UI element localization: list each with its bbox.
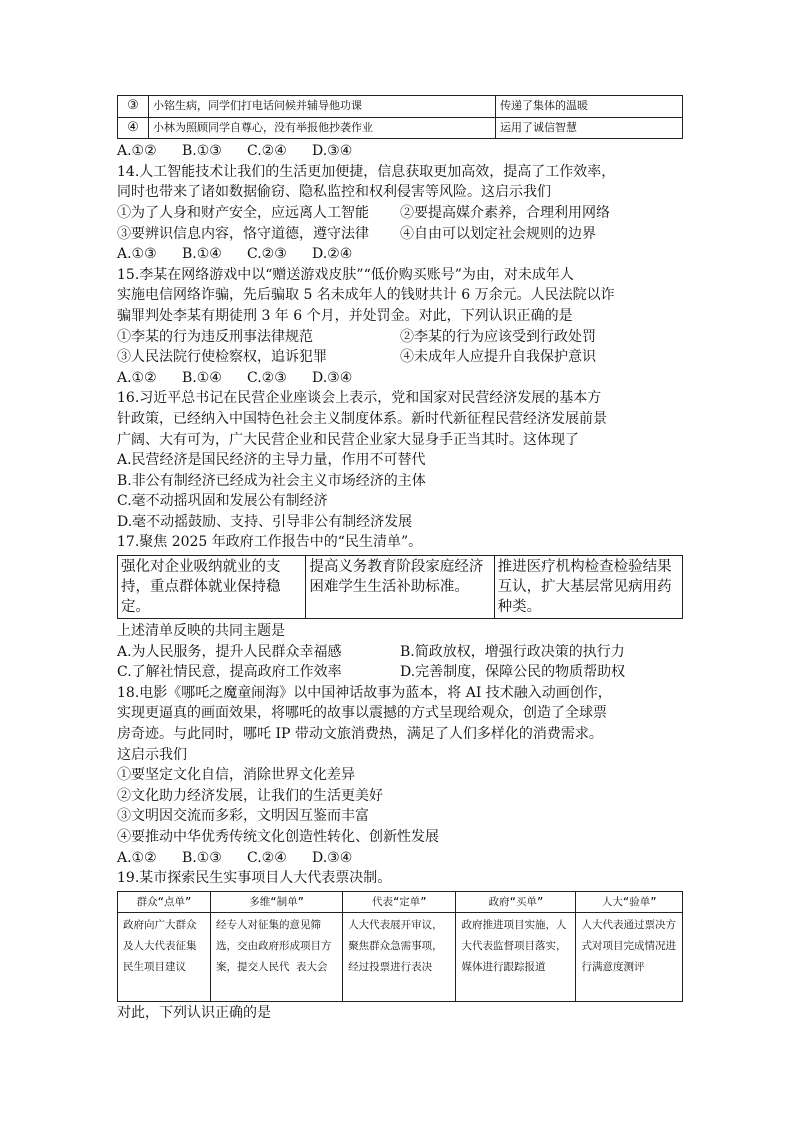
q14-options bbox=[117, 244, 687, 265]
q14-stem-line: 同时也带来了诸如数据偷窃、隐私监控和权利侵害等风险。这启示我们 bbox=[117, 184, 551, 201]
table-header: 政府“买单” bbox=[456, 891, 576, 913]
q18-stem-line: 这启示我们 bbox=[117, 746, 187, 763]
choice: B.简政放权，增强行政决策的执行力 bbox=[400, 643, 625, 660]
row-number: ③ bbox=[118, 96, 149, 118]
table-header-row bbox=[118, 891, 683, 913]
row-event: 小铭生病，同学们打电话问候并辅导他功课 bbox=[149, 96, 496, 118]
q14-items bbox=[117, 203, 687, 224]
table-header: 人大“验单” bbox=[576, 891, 683, 913]
q16-choice: B.非公有制经济已经成为社会主义市场经济的主体 bbox=[117, 472, 426, 489]
q17-choices bbox=[117, 642, 687, 663]
choice: D.完善制度，保障公民的物质帮助权 bbox=[400, 664, 626, 681]
q18-stem-line: 实现更逼真的画面效果，将哪吒的故事以震撼的方式呈现给观众，创造了全球票 bbox=[117, 705, 607, 722]
q16-choice: C.毫不动摇巩固和发展公有制经济 bbox=[117, 493, 328, 510]
choice: C.了解社情民意，提高政府工作效率 bbox=[117, 664, 342, 681]
option: C.②③ bbox=[247, 246, 287, 263]
q13-options bbox=[117, 141, 687, 162]
table-cell: 政府向广大群众及人大代表征集民生项目建议 bbox=[118, 913, 211, 1002]
option: B.①③ bbox=[182, 143, 222, 160]
option: B.①④ bbox=[182, 369, 222, 386]
table-row bbox=[118, 117, 683, 139]
table-cell: 经专人对征集的意见筛选，交由政府形成项目方案，提交人民代 表大会 bbox=[211, 913, 343, 1002]
option: B.①④ bbox=[182, 246, 222, 263]
item: ①为了人身和财产安全，应远离人工智能 bbox=[117, 204, 369, 221]
item: ②李某的行为应该受到行政处罚 bbox=[400, 328, 596, 345]
option: D.③④ bbox=[312, 143, 353, 160]
q19-table bbox=[117, 891, 683, 1003]
option: D.③④ bbox=[312, 369, 353, 386]
q15-items bbox=[117, 327, 687, 348]
option: C.②④ bbox=[247, 143, 287, 160]
option: B.①③ bbox=[182, 849, 222, 866]
q14-stem-line: 14.人工智能技术让我们的生活更加便捷，信息获取更加高效，提高了工作效率， bbox=[117, 163, 616, 180]
row-number: ④ bbox=[118, 117, 149, 139]
q18-item: ④要推动中华优秀传统文化创造性转化、创新性发展 bbox=[117, 829, 439, 845]
option: A.①② bbox=[117, 849, 157, 866]
option: A.①② bbox=[117, 369, 157, 386]
row-event: 小林为照顾同学自尊心，没有举报他抄袭作业 bbox=[149, 117, 496, 139]
option: C.②④ bbox=[247, 849, 287, 866]
table-row bbox=[118, 556, 683, 619]
q18-options bbox=[117, 848, 687, 869]
item: ③人民法院行使检察权，追诉犯罪 bbox=[117, 349, 327, 366]
q15-stem-line: 实施电信网络诈骗，先后骗取 5 名未成年人的钱财共计 6 万余元。人民法院以诈 bbox=[117, 287, 615, 304]
option: A.①② bbox=[117, 143, 157, 160]
q18-item: ③文明因交流而多彩，文明因互鉴而丰富 bbox=[117, 808, 369, 825]
q16-stem-line: 针政策，已经纳入中国特色社会主义制度体系。新时代新征程民营经济发展前景 bbox=[117, 410, 607, 427]
table-header: 群众“点单” bbox=[118, 891, 211, 913]
q17-question: 上述清单反映的共同主题是 bbox=[117, 623, 285, 640]
item: ④自由可以划定社会规则的边界 bbox=[400, 225, 596, 242]
q16-choice: D.毫不动摇鼓励、支持、引导非公有制经济发展 bbox=[117, 513, 413, 530]
q18-stem-line: 房奇迹。与此同时，哪吒 IP 带动文旅消费热，满足了人们多样化的消费需求。 bbox=[117, 726, 603, 743]
option: D.③④ bbox=[312, 849, 353, 866]
q14-items bbox=[117, 224, 687, 245]
table-cell: 政府推进项目实施，人大代表监督项目落实，媒体进行跟踪报道 bbox=[456, 913, 576, 1002]
q18-stem-line: 18.电影《哪吒之魔童闹海》以中国神话故事为蓝本，将 AI 技术融入动画创作， bbox=[117, 684, 612, 701]
q15-stem-line: 骗罪判处李某有期徒刑 3 年 6 个月，并处罚金。对此，下列认识正确的是 bbox=[117, 307, 573, 324]
item: ②要提高媒介素养，合理利用网络 bbox=[400, 204, 610, 221]
q17-table bbox=[117, 555, 683, 619]
q17-stem: 17.聚焦 2025 年政府工作报告中的“民生清单”。 bbox=[117, 534, 423, 551]
q13-table bbox=[117, 95, 683, 139]
q18-item: ②文化助力经济发展，让我们的生活更美好 bbox=[117, 787, 383, 804]
item: ④未成年人应提升自我保护意识 bbox=[400, 349, 596, 366]
table-header: 代表“定单” bbox=[343, 891, 456, 913]
table-cell: 提高义务教育阶段家庭经济困难学生生活补助标准。 bbox=[306, 556, 494, 619]
table-cell: 人大代表展开审议，聚焦群众急需事项，经过投票进行表决 bbox=[343, 913, 456, 1002]
exam-content bbox=[117, 95, 687, 1024]
choice: A.为人民服务，提升人民群众幸福感 bbox=[117, 643, 342, 660]
q15-items bbox=[117, 347, 687, 368]
option: C.②③ bbox=[247, 369, 287, 386]
table-row bbox=[118, 96, 683, 118]
table-cell: 强化对企业吸纳就业的支持，重点群体就业保持稳定。 bbox=[118, 556, 306, 619]
q15-stem-line: 15.李某在网络游戏中以“赠送游戏皮肤”“低价购买账号”为由，对未成年人 bbox=[117, 266, 574, 283]
table-header: 多维“制单” bbox=[211, 891, 343, 913]
q16-choice: A.民营经济是国民经济的主导力量，作用不可替代 bbox=[117, 452, 426, 469]
item: ①李某的行为违反刑事法律规范 bbox=[117, 328, 313, 345]
q19-stem: 19.某市探索民生实事项目人大代表票决制。 bbox=[117, 870, 392, 887]
option: D.②④ bbox=[312, 246, 353, 263]
q15-options bbox=[117, 368, 687, 389]
q18-item: ①要坚定文化自信，消除世界文化差异 bbox=[117, 767, 355, 784]
q16-stem-line: 广阔、大有可为，广大民营企业和民营企业家大显身手正当其时。这体现了 bbox=[117, 431, 579, 448]
table-row bbox=[118, 913, 683, 1002]
table-cell: 推进医疗机构检查检验结果互认，扩大基层常见病用药种类。 bbox=[494, 556, 682, 619]
q19-question: 对此，下列认识正确的是 bbox=[117, 1005, 271, 1022]
q17-choices bbox=[117, 662, 687, 683]
item: ③要辨识信息内容，恪守道德，遵守法律 bbox=[117, 225, 369, 242]
row-meaning: 传递了集体的温暖 bbox=[496, 96, 683, 118]
row-meaning: 运用了诚信智慧 bbox=[496, 117, 683, 139]
q16-stem-line: 16.习近平总书记在民营企业座谈会上表示，党和国家对民营经济发展的基本方 bbox=[117, 390, 602, 407]
option: A.①③ bbox=[117, 246, 157, 263]
table-cell: 人大代表通过票决方式对项目完成情况进行满意度测评 bbox=[576, 913, 683, 1002]
